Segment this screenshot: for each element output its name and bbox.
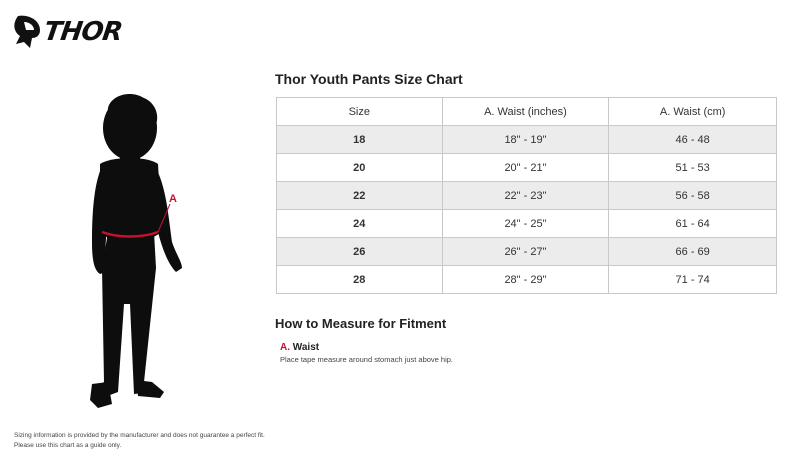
measure-item-description: Place tape measure around stomach just above hip. [280, 355, 454, 364]
waist-inches-cell: 18" - 19" [442, 126, 609, 154]
measure-section-title: How to Measure for Fitment [275, 316, 447, 331]
size-chart-table [276, 97, 777, 294]
waist-inches-cell: 24" - 25" [442, 210, 609, 238]
table-row [277, 126, 777, 154]
measure-item-waist [280, 342, 453, 364]
size-cell: 18 [277, 126, 443, 154]
waist-cm-cell: 61 - 64 [609, 210, 777, 238]
size-cell: 24 [277, 210, 443, 238]
table-row [277, 238, 777, 266]
size-cell: 28 [277, 266, 443, 294]
waist-cm-cell: 66 - 69 [609, 238, 777, 266]
table-row [277, 182, 777, 210]
table-header-row [277, 98, 777, 126]
brand-wordmark: THOR [41, 17, 124, 47]
child-silhouette-figure [78, 92, 198, 422]
sizing-disclaimer [14, 431, 265, 451]
waist-inches-cell: 26" - 27" [442, 238, 609, 266]
table-row [277, 154, 777, 182]
waist-cm-cell: 51 - 53 [609, 154, 777, 182]
waist-inches-cell: 28" - 29" [442, 266, 609, 294]
waist-marker-label: A [169, 193, 177, 205]
size-chart-title: Thor Youth Pants Size Chart [275, 71, 463, 87]
table-row [277, 266, 777, 294]
waist-cm-cell: 71 - 74 [609, 266, 777, 294]
waist-inches-cell: 20" - 21" [442, 154, 609, 182]
measure-item-heading [280, 342, 453, 353]
header-size: Size [277, 98, 443, 126]
disclaimer-line-2: Please use this chart as a guide only. [14, 442, 122, 449]
size-cell: 22 [277, 182, 443, 210]
silhouette [90, 94, 182, 408]
waist-inches-cell: 22" - 23" [442, 182, 609, 210]
waist-cm-cell: 56 - 58 [609, 182, 777, 210]
thor-helmet-icon [12, 14, 42, 50]
measure-item-label: Waist [292, 342, 320, 353]
table-row [277, 210, 777, 238]
header-waist-inches: A. Waist (inches) [442, 98, 609, 126]
header-waist-cm: A. Waist (cm) [609, 98, 777, 126]
brand-logo [12, 12, 134, 52]
disclaimer-line-1: Sizing information is provided by the manufacturer and does not guarantee a perfect fit. [14, 432, 265, 439]
waist-cm-cell: 46 - 48 [609, 126, 777, 154]
measure-item-letter: A. [280, 342, 290, 353]
size-cell: 26 [277, 238, 443, 266]
size-cell: 20 [277, 154, 443, 182]
